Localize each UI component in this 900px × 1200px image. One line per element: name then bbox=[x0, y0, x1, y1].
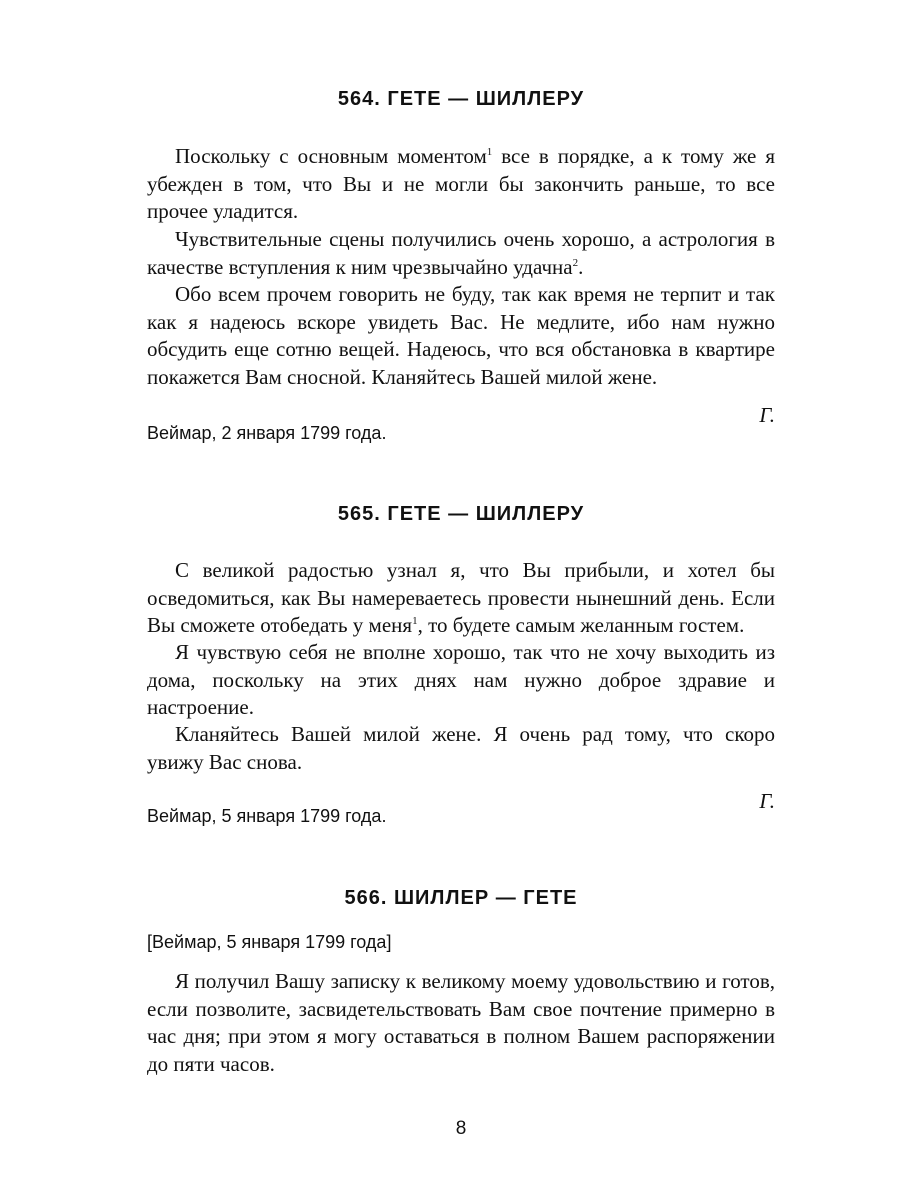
letter-564-heading: 564. ГЕТЕ — ШИЛЛЕРУ bbox=[337, 88, 585, 110]
letter-565-paragraph-1: С великой радостью узнал я, что Вы прибыли, и хотел бы осведомиться, как Вы намереваетесь провести нынешний день. Если Вы сможете отобедать у меня$^1$, то будете самым желанным гостем. bbox=[147, 558, 775, 637]
letter-564-paragraph-3: Обо всем прочем говорить не буду, так как время не терпит и так как я надеюсь вскоре увидеть Вас. Не медлите, ибо нам нужно обсудить еще сотню вещей. Надеюсь, что вся обстановка в квартире покажется Вам сносной. Кланяйтесь Вашей милой жене. bbox=[147, 282, 775, 389]
letter-564-place-date: Веймар, 2 января 1799 года. bbox=[147, 423, 387, 443]
letter-565-heading: 565. ГЕТЕ — ШИЛЛЕРУ bbox=[337, 503, 585, 525]
footnote-marker: 1 bbox=[412, 615, 418, 627]
letter-565-paragraph-2: Я чувствую себя не вполне хорошо, так что не хочу выходить из дома, поскольку на этих днях нам нужно доброе здравие и настроение. bbox=[147, 640, 775, 719]
letter-565-place-date: Веймар, 5 января 1799 года. bbox=[147, 806, 387, 826]
page-number: 8 bbox=[455, 1118, 467, 1139]
letter-566-paragraph-1: Я получил Вашу записку к великому моему удовольствию и готов, если позволите, засвидетельствовать Вам свое почтение примерно в час дня; при этом я могу оставаться в полном Вашем распоряжении до пяти часов. bbox=[147, 969, 775, 1076]
letter-565-paragraph-3: Кланяйтесь Вашей милой жене. Я очень рад тому, что скоро увижу Вас снова. bbox=[147, 722, 775, 774]
footnote-marker: 1 bbox=[486, 146, 493, 158]
book-page bbox=[147, 0, 775, 1200]
letter-564-paragraph-1: Поскольку с основным моментом$^1$ все в порядке, а к тому же я убежден в том, что Вы и не могли бы закончить раньше, то все прочее уладится. bbox=[147, 144, 776, 223]
letter-564-signature: Г. bbox=[759, 403, 775, 427]
letter-564-paragraph-2: Чувствительные сцены получились очень хорошо, а астрология в качестве вступления к ним чрезвычайно удачна$^2$. bbox=[147, 227, 775, 279]
letter-566-place-date: [Веймар, 5 января 1799 года] bbox=[147, 932, 392, 952]
letter-565-signature: Г. bbox=[759, 789, 775, 813]
footnote-marker: 2 bbox=[572, 256, 579, 269]
letter-566-heading: 566. ШИЛЛЕР — ГЕТЕ bbox=[344, 887, 578, 909]
